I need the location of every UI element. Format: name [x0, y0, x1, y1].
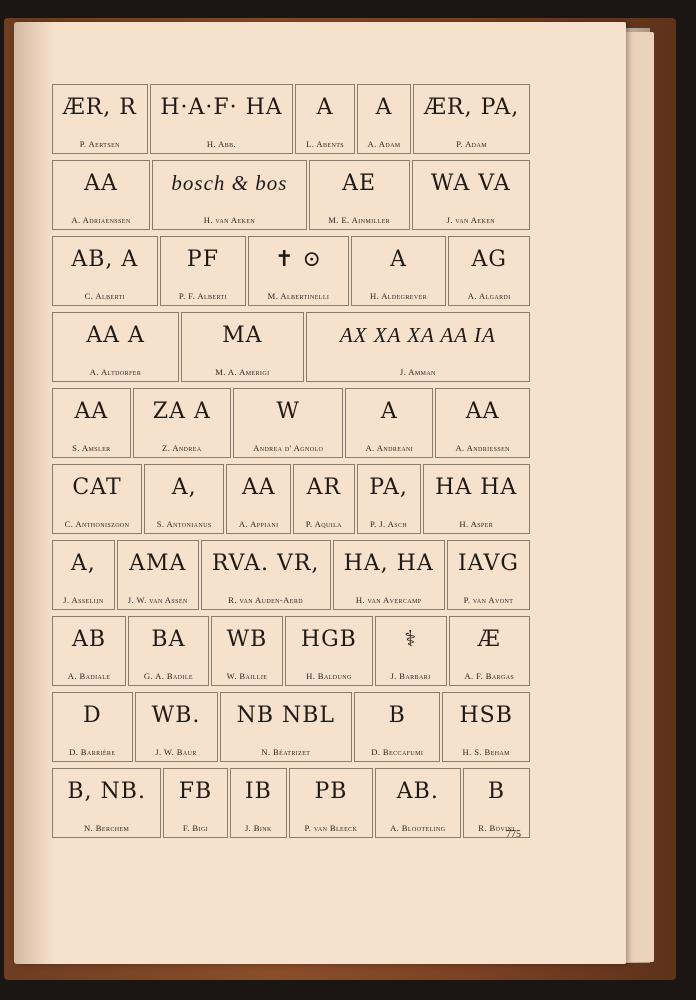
monogram-cell [306, 312, 530, 382]
monogram-mark: WB. [151, 703, 201, 728]
artist-name: R. van Auden-Aerd [228, 595, 303, 605]
artist-name: A. Blooteling [390, 823, 446, 833]
monogram-cell [345, 388, 433, 458]
artist-name: A. Appiani [238, 519, 279, 529]
monogram-cell [220, 692, 353, 762]
artist-name: H. van Aeken [203, 215, 256, 225]
monogram-cell [52, 768, 161, 838]
artist-name: J. Amman [399, 367, 436, 377]
monogram-cell [52, 540, 115, 610]
monogram-cell [447, 540, 530, 610]
artist-name: H. Abb. [206, 139, 237, 149]
artist-name: N. Berchem [84, 823, 130, 833]
monogram-mark: Æ [477, 627, 501, 652]
monogram-mark: RVA. VR, [211, 551, 320, 576]
monogram-row [52, 78, 530, 154]
artist-name: J. van Aeken [446, 215, 496, 225]
monogram-cell [201, 540, 331, 610]
artist-name: Z. Andrea [162, 443, 202, 453]
monogram-mark: B [388, 703, 406, 728]
monogram-cell [357, 84, 412, 154]
monogram-cell [52, 464, 142, 534]
artist-name: A. Adam [367, 139, 401, 149]
monogram-mark: AX XA XA AA IA [339, 323, 496, 347]
monogram-cell [52, 692, 133, 762]
monogram-cell [248, 236, 348, 306]
monogram-mark: ÆR, PA, [424, 95, 520, 120]
artist-name: S. Amsler [72, 443, 111, 453]
monogram-mark: AA [465, 399, 500, 424]
monogram-mark: CAT [72, 475, 122, 500]
monogram-mark: IAVG [457, 551, 519, 576]
monogram-mark: AB, A [71, 247, 139, 272]
artist-name: H. S. Beham [462, 747, 510, 757]
page-number: 775 [506, 829, 521, 840]
monogram-mark: HGB [300, 627, 357, 652]
monogram-plate [52, 78, 530, 838]
monogram-cell [152, 160, 307, 230]
monogram-cell [160, 236, 247, 306]
artist-name: P. van Bleeck [304, 823, 358, 833]
artist-name: C. Alberti [84, 291, 125, 301]
monogram-cell [289, 768, 373, 838]
artist-name: R. Bovini [478, 823, 515, 833]
artist-name: A. F. Bargas [464, 671, 515, 681]
monogram-cell [423, 464, 530, 534]
artist-name: H. Aldegrever [369, 291, 428, 301]
monogram-cell [375, 768, 461, 838]
artist-name: H. van Avercamp [355, 595, 422, 605]
artist-name: M. Albertinelli [267, 291, 330, 301]
monogram-mark: ÆR, R [62, 95, 137, 120]
monogram-cell [442, 692, 530, 762]
artist-name: A. Algardi [467, 291, 511, 301]
monogram-mark: NB NBL [236, 703, 336, 728]
monogram-mark: W [276, 399, 301, 424]
artist-name: W. Baillie [226, 671, 268, 681]
monogram-mark: AR [306, 475, 342, 500]
monogram-mark: ✝ ⊙ [275, 247, 322, 272]
artist-name: P. F. Alberti [178, 291, 228, 301]
monogram-cell [52, 388, 131, 458]
artist-name: J. W. van Assen [127, 595, 188, 605]
monogram-cell [230, 768, 288, 838]
monogram-cell [354, 692, 440, 762]
monogram-mark: WA VA [430, 171, 511, 196]
monogram-cell [293, 464, 354, 534]
monogram-cell [413, 84, 530, 154]
artist-name: A. Badiale [67, 671, 111, 681]
monogram-cell [144, 464, 224, 534]
artist-name: M. A. Amerigi [215, 367, 270, 377]
monogram-mark: AA [74, 399, 109, 424]
monogram-cell [351, 236, 447, 306]
monogram-cell [128, 616, 209, 686]
monogram-mark: HA HA [435, 475, 518, 500]
monogram-mark: FB [178, 779, 213, 804]
monogram-cell [52, 160, 150, 230]
monogram-cell [150, 84, 294, 154]
monogram-cell [181, 312, 304, 382]
artist-name: H. Baldung [306, 671, 352, 681]
monogram-mark: A, [70, 551, 96, 576]
monogram-mark: AB [72, 627, 107, 652]
monogram-cell [52, 312, 179, 382]
monogram-mark: AE [342, 171, 377, 196]
monogram-mark: AA [241, 475, 276, 500]
artist-name: P. Aquila [305, 519, 342, 529]
artist-name: L. Abents [306, 139, 345, 149]
artist-name: N. Béatrizet [261, 747, 311, 757]
artist-name: A. Andriessen [455, 443, 510, 453]
monogram-row [52, 382, 530, 458]
monogram-mark: A [380, 399, 398, 424]
artist-name: J. W. Baur [155, 747, 197, 757]
monogram-mark: PF [186, 247, 219, 272]
artist-name: D. Beccafumi [371, 747, 424, 757]
artist-name: D. Barrière [69, 747, 116, 757]
monogram-row [52, 306, 530, 382]
monogram-mark: AMA [129, 551, 187, 576]
monogram-cell [133, 388, 231, 458]
monogram-cell [309, 160, 410, 230]
artist-name: C. Anthoniszoon [64, 519, 130, 529]
artist-name: Andrea d' Agnolo [253, 443, 324, 453]
monogram-row [52, 458, 530, 534]
artist-name: A. Adriaenssen [71, 215, 131, 225]
monogram-mark: A [316, 95, 334, 120]
monogram-cell [211, 616, 283, 686]
monogram-cell [463, 768, 530, 838]
monogram-mark: MA [222, 323, 263, 348]
monogram-cell [226, 464, 291, 534]
monogram-cell [449, 616, 530, 686]
monogram-mark: ZA A [152, 399, 211, 424]
artist-name: J. Asselijn [63, 595, 104, 605]
monogram-mark: PB [314, 779, 348, 804]
monogram-cell [448, 236, 530, 306]
artist-name: S. Antonianus [156, 519, 212, 529]
monogram-row [52, 230, 530, 306]
monogram-row [52, 610, 530, 686]
monogram-mark: A [375, 95, 393, 120]
artist-name: P. Aertsen [79, 139, 120, 149]
monogram-mark: D [82, 703, 102, 728]
monogram-cell [435, 388, 530, 458]
artist-name: P. J. Asch [369, 519, 408, 529]
monogram-cell [135, 692, 218, 762]
artist-name: J. Barbarj [390, 671, 431, 681]
artist-name: F. Bigi [182, 823, 209, 833]
monogram-mark: HSB [459, 703, 513, 728]
monogram-cell [163, 768, 227, 838]
monogram-cell [285, 616, 373, 686]
artist-name: A. Andreani [365, 443, 414, 453]
monogram-cell [333, 540, 445, 610]
monogram-mark: A [390, 247, 407, 272]
monogram-mark: PA, [369, 475, 408, 500]
artist-name: G. A. Badile [143, 671, 193, 681]
monogram-cell [52, 84, 148, 154]
monogram-cell [412, 160, 531, 230]
monogram-row [52, 534, 530, 610]
monogram-cell [295, 84, 354, 154]
monogram-mark: IB [244, 779, 272, 804]
monogram-row [52, 762, 530, 838]
artist-name: H. Asper [459, 519, 494, 529]
monogram-row [52, 154, 530, 230]
monogram-mark: BA [151, 627, 186, 652]
artist-name: A. Altdorfer [89, 367, 142, 377]
monogram-mark: ⚕ [404, 627, 418, 652]
monogram-mark: H·A·F· HA [160, 95, 283, 120]
monogram-mark: B [487, 779, 506, 804]
monogram-mark: B, NB. [67, 779, 146, 804]
monogram-cell [375, 616, 447, 686]
monogram-cell [357, 464, 421, 534]
artist-name: J. Bink [244, 823, 272, 833]
artist-name: P. Adam [456, 139, 487, 149]
artist-name: M. E. Ainmiller [328, 215, 391, 225]
monogram-mark: bosch & bos [171, 171, 288, 195]
monogram-row [52, 686, 530, 762]
monogram-mark: WB [226, 627, 268, 652]
monogram-mark: AA [84, 171, 118, 196]
monogram-cell [233, 388, 343, 458]
monogram-mark: AA A [86, 323, 145, 348]
monogram-mark: AG [471, 247, 507, 272]
monogram-cell [52, 616, 126, 686]
monogram-mark: AB. [396, 779, 439, 804]
monogram-mark: HA, HA [343, 551, 434, 576]
artist-name: P. van Avont [463, 595, 514, 605]
monogram-cell [117, 540, 199, 610]
monogram-mark: A, [171, 475, 197, 500]
monogram-cell [52, 236, 158, 306]
